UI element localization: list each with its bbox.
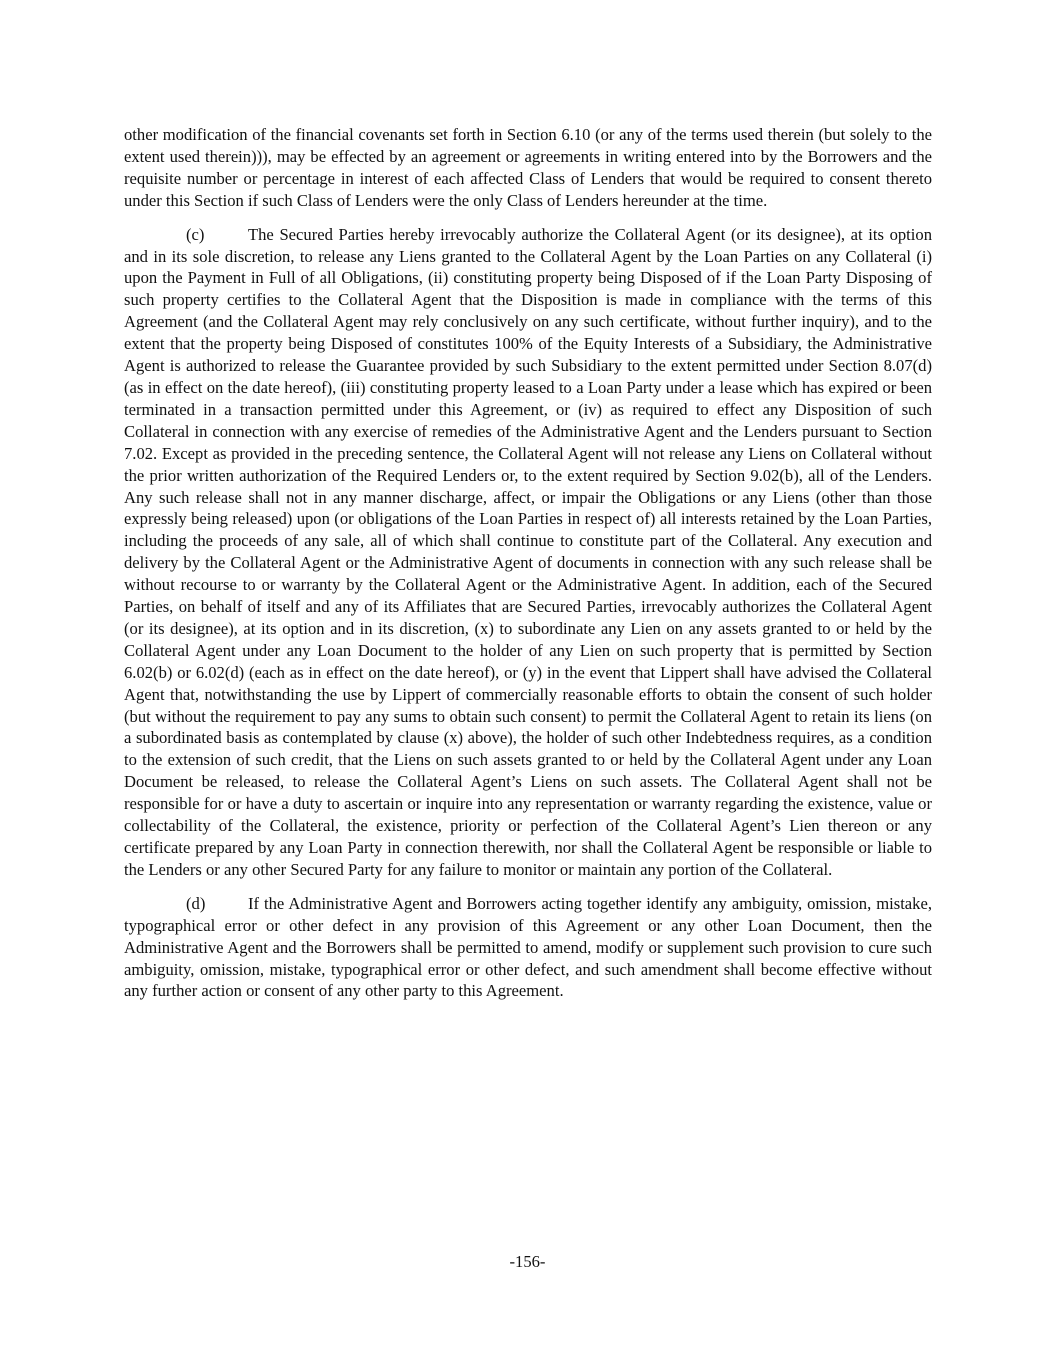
document-page bbox=[124, 124, 932, 1014]
page-number: -156- bbox=[509, 1252, 546, 1271]
paragraph-clause-d bbox=[124, 893, 932, 1003]
clause-label-d: (d) bbox=[186, 893, 206, 913]
clause-label-c: (c) bbox=[186, 224, 205, 244]
clause-text-d: If the Administrative Agent and Borrowers acting together identify any ambiguity, omission, mistake, typographical error or other defect in any provision of this Agreement or any other Loan Document, then the Administrative Agent and the Borrowers shall be permitted to amend, modify or supplement such provision to cure such ambiguity, omission, mistake, typographical error or other defect, and such amendment shall become effective without any further action or consent of any other party to this Agreement. bbox=[124, 893, 932, 1001]
paragraph-continuation: other modification of the financial covenants set forth in Section 6.10 (or any of the terms used therein (but solely to the extent used therein))), may be effected by an agreement or agreements in writing entered into by the Borrowers and the requisite number or percentage in interest of each affected Class of Lenders that would be required to consent thereto under this Section if such Class of Lenders were the only Class of Lenders hereunder at the time. bbox=[124, 125, 932, 210]
paragraph-clause-c bbox=[124, 224, 932, 881]
clause-text-c: The Secured Parties hereby irrevocably authorize the Collateral Agent (or its designee), at its option and in its sole discretion, to release any Liens granted to the Collateral Agent by the Loan Parties on any Collateral (i) upon the Payment in Full of all Obligations, (ii) constituting property being Disposed of if the Loan Party Disposing of such property certifies to the Collateral Agent that the Disposition is made in compliance with the terms of this Agreement (and the Collateral Agent may rely conclusively on any such certificate, without further inquiry), and to the extent that the property being Disposed of constitutes 100% of the Equity Interests of a Subsidiary, the Administrative Agent is authorized to release the Guarantee provided by such Subsidiary to the extent permitted under Section 8.07(d) (as in effect on the date hereof), (iii) constituting property leased to a Loan Party under a lease which has expired or been terminated in a transaction permitted under this Agreement, or (iv) as required to effect any Disposition of such Collateral in connection with any exercise of remedies of the Administrative Agent and the Lenders pursuant to Section 7.02. Except as provided in the preceding sentence, the Collateral Agent will not release any Liens on Collateral without the prior written authorization of the Required Lenders or, to the extent required by Section 9.02(b), all of the Lenders. Any such release shall not in any manner discharge, affect, or impair the Obligations or any Liens (other than those expressly being released) upon (or obligations of the Loan Parties in respect of) all interests retained by the Loan Parties, including the proceeds of any sale, all of which shall continue to constitute part of the Collateral. Any execution and delivery by the Collateral Agent or the Administrative Agent of documents in connection with any such release shall be without recourse to or warranty by the Collateral Agent or the Administrative Agent. In addition, each of the Secured Parties, on behalf of itself and any of its Affiliates that are Secured Parties, irrevocably authorizes the Collateral Agent (or its designee), at its option and in its discretion, (x) to subordinate any Lien on any assets granted to or held by the Collateral Agent under any Loan Document to the holder of any Lien on such property that is permitted by Section 6.02(b) or 6.02(d) (each as in effect on the date hereof), or (y) in the event that Lippert shall have advised the Collateral Agent that, notwithstanding the use by Lippert of commercially reasonable efforts to obtain the consent of such holder (but without the requirement to pay any sums to obtain such consent) to permit the Collateral Agent to retain its liens (on a subordinated basis as contemplated by clause (x) above), the holder of such other Indebtedness requires, as a condition to the extension of such credit, that the Liens on such assets granted to or held by the Collateral Agent under any Loan Document be released, to release the Collateral Agent’s Liens on such assets. The Collateral Agent shall not be responsible for or have a duty to ascertain or inquire into any representation or warranty regarding the existence, value or collectability of the Collateral, the existence, priority or perfection of the Collateral Agent’s Lien thereon or any certificate prepared by any Loan Party in connection therewith, nor shall the Collateral Agent be responsible or liable to the Lenders or any other Secured Party for any failure to monitor or maintain any portion of the Collateral. bbox=[124, 224, 932, 879]
